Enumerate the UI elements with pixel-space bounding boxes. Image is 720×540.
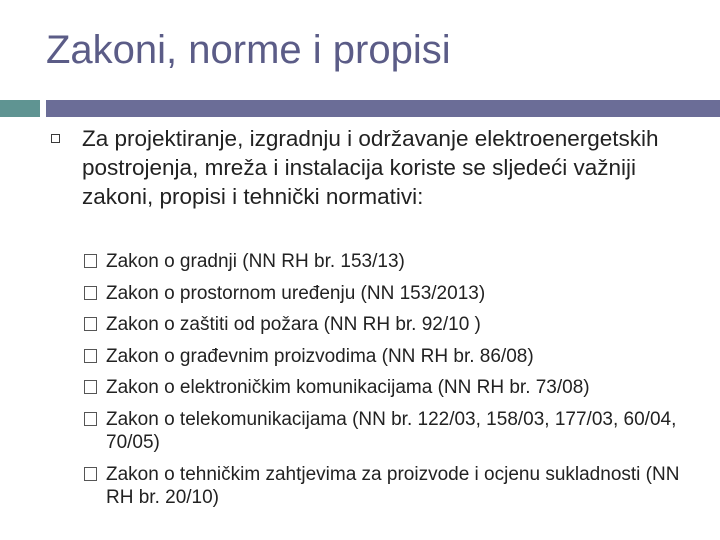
law-list — [84, 250, 704, 518]
list-item — [84, 408, 704, 455]
box-bullet-icon — [84, 286, 97, 300]
box-bullet-icon — [84, 317, 97, 331]
list-item-text: Zakon o elektroničkim komunikacijama (NN RH br. 73/08) — [106, 377, 590, 398]
main-bullet-text: Za projektiranje, izgradnju i održavanje elektroenergetskih postrojenja, mreža i instalacija koriste se sljedeći važniji zakoni, propisi i tehnički normativi: — [82, 126, 659, 209]
list-item — [84, 313, 704, 337]
box-bullet-icon — [84, 412, 97, 426]
slide-title: Zakoni, norme i propisi — [46, 28, 451, 72]
list-item-text: Zakon o prostornom uređenju (NN 153/2013) — [106, 282, 486, 304]
list-item-text: Zakon o građevnim proizvodima (NN RH br. 86/08) — [106, 345, 534, 367]
box-bullet-icon — [84, 349, 97, 363]
list-item-text: Zakon o zaštiti od požara (NN RH br. 92/10 ) — [106, 314, 481, 335]
list-item-text: Zakon o tehničkim zahtjevima za proizvode i ocjenu sukladnosti (NN RH br. 20/10) — [106, 463, 680, 508]
box-bullet-icon — [84, 254, 97, 268]
list-item — [84, 282, 704, 306]
list-item — [84, 345, 704, 369]
list-item — [84, 250, 704, 274]
list-item-text: Zakon o telekomunikacijama (NN br. 122/03, 158/03, 177/03, 60/04, 70/05) — [106, 408, 677, 453]
box-bullet-icon — [84, 380, 97, 394]
box-bullet-icon — [84, 467, 97, 481]
list-item-text: Zakon o gradnji (NN RH br. 153/13) — [106, 251, 405, 272]
square-bullet-icon — [51, 134, 60, 143]
list-item — [84, 376, 704, 400]
list-item — [84, 463, 704, 510]
